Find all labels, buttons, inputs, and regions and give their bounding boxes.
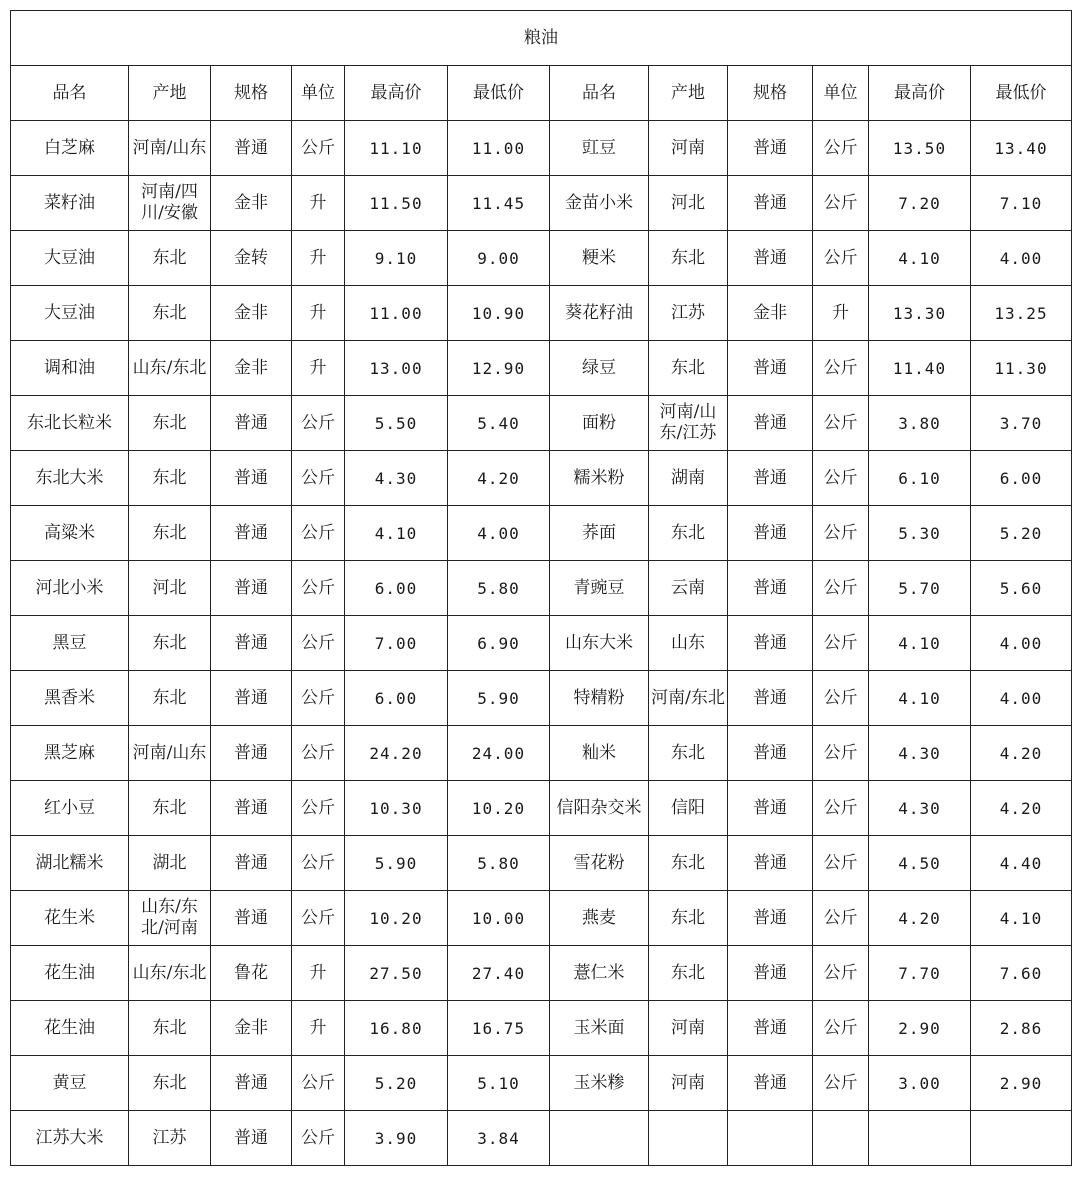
table-row xyxy=(11,836,1072,891)
cell-name: 特精粉 xyxy=(550,671,649,726)
cell-max-price: 6.00 xyxy=(345,561,448,616)
cell-origin: 东北 xyxy=(129,1001,211,1056)
title-row xyxy=(11,11,1072,66)
table-row xyxy=(11,616,1072,671)
cell-max-price: 5.50 xyxy=(345,396,448,451)
table-title: 粮油 xyxy=(11,11,1072,66)
cell-unit: 公斤 xyxy=(813,451,869,506)
cell-unit: 公斤 xyxy=(813,561,869,616)
cell-max-price: 4.10 xyxy=(869,231,971,286)
cell-min-price: 4.20 xyxy=(971,726,1072,781)
cell-spec: 普通 xyxy=(211,671,292,726)
cell-max-price: 13.30 xyxy=(869,286,971,341)
cell-spec: 普通 xyxy=(211,1056,292,1111)
cell-name: 花生米 xyxy=(11,891,129,946)
cell-origin: 东北 xyxy=(129,1056,211,1111)
cell-name: 玉米面 xyxy=(550,1001,649,1056)
cell-max-price: 4.30 xyxy=(345,451,448,506)
header-cell-unit: 单位 xyxy=(813,66,869,121)
cell-unit: 公斤 xyxy=(813,506,869,561)
cell-max-price: 3.90 xyxy=(345,1111,448,1166)
cell-unit: 公斤 xyxy=(292,396,345,451)
cell-max-price: 16.80 xyxy=(345,1001,448,1056)
cell-max-price: 13.50 xyxy=(869,121,971,176)
cell-spec: 金非 xyxy=(728,286,813,341)
cell-min-price: 2.90 xyxy=(971,1056,1072,1111)
table-row xyxy=(11,1056,1072,1111)
cell-origin: 山东/东北/河南 xyxy=(129,891,211,946)
cell-max-price: 27.50 xyxy=(345,946,448,1001)
cell-max-price: 9.10 xyxy=(345,231,448,286)
cell-name: 面粉 xyxy=(550,396,649,451)
cell-min-price: 5.10 xyxy=(448,1056,550,1111)
cell-unit: 公斤 xyxy=(813,1056,869,1111)
cell-max-price: 7.00 xyxy=(345,616,448,671)
cell-max-price: 6.10 xyxy=(869,451,971,506)
cell-name: 花生油 xyxy=(11,946,129,1001)
cell-unit: 公斤 xyxy=(813,231,869,286)
header-row xyxy=(11,66,1072,121)
cell-unit: 公斤 xyxy=(292,891,345,946)
cell-min-price: 4.00 xyxy=(448,506,550,561)
cell-name: 黑芝麻 xyxy=(11,726,129,781)
cell-max-price: 11.10 xyxy=(345,121,448,176)
header-cell-min-price: 最低价 xyxy=(448,66,550,121)
cell-spec: 普通 xyxy=(728,341,813,396)
cell-name: 东北大米 xyxy=(11,451,129,506)
table-row xyxy=(11,396,1072,451)
cell-min-price: 4.00 xyxy=(971,231,1072,286)
cell-max-price: 5.30 xyxy=(869,506,971,561)
cell-unit: 公斤 xyxy=(813,671,869,726)
cell-max-price: 3.00 xyxy=(869,1056,971,1111)
cell-max-price: 5.90 xyxy=(345,836,448,891)
cell-spec: 普通 xyxy=(728,451,813,506)
table-row xyxy=(11,726,1072,781)
cell-name: 东北长粒米 xyxy=(11,396,129,451)
cell-min-price: 4.20 xyxy=(448,451,550,506)
cell-origin: 东北 xyxy=(129,616,211,671)
table-row xyxy=(11,1001,1072,1056)
cell-spec: 普通 xyxy=(728,121,813,176)
cell-max-price: 10.30 xyxy=(345,781,448,836)
cell-origin: 东北 xyxy=(129,396,211,451)
cell-spec: 金转 xyxy=(211,231,292,286)
table-row xyxy=(11,341,1072,396)
cell-max-price: 4.50 xyxy=(869,836,971,891)
table-row xyxy=(11,121,1072,176)
cell-spec: 普通 xyxy=(211,506,292,561)
cell-unit: 升 xyxy=(292,341,345,396)
cell-min-price: 10.00 xyxy=(448,891,550,946)
table-row xyxy=(11,946,1072,1001)
cell-name: 大豆油 xyxy=(11,286,129,341)
cell-unit: 升 xyxy=(292,176,345,231)
cell-name: 雪花粉 xyxy=(550,836,649,891)
cell-max-price: 11.40 xyxy=(869,341,971,396)
cell-min-price: 13.40 xyxy=(971,121,1072,176)
cell-max-price xyxy=(869,1111,971,1166)
cell-spec: 普通 xyxy=(728,1056,813,1111)
cell-min-price: 4.00 xyxy=(971,671,1072,726)
cell-unit: 公斤 xyxy=(292,1111,345,1166)
cell-name: 金苗小米 xyxy=(550,176,649,231)
cell-max-price: 6.00 xyxy=(345,671,448,726)
cell-spec: 普通 xyxy=(211,1111,292,1166)
cell-origin: 河南/山东 xyxy=(129,121,211,176)
cell-spec: 普通 xyxy=(728,836,813,891)
cell-spec: 金非 xyxy=(211,176,292,231)
cell-origin: 东北 xyxy=(649,506,728,561)
table-row xyxy=(11,176,1072,231)
cell-min-price: 5.90 xyxy=(448,671,550,726)
cell-min-price: 12.90 xyxy=(448,341,550,396)
cell-origin: 东北 xyxy=(649,231,728,286)
cell-origin: 江苏 xyxy=(129,1111,211,1166)
header-cell-unit: 单位 xyxy=(292,66,345,121)
cell-unit: 公斤 xyxy=(813,836,869,891)
cell-min-price: 3.70 xyxy=(971,396,1072,451)
cell-unit: 公斤 xyxy=(292,451,345,506)
cell-name: 白芝麻 xyxy=(11,121,129,176)
cell-name: 糯米粉 xyxy=(550,451,649,506)
cell-max-price: 2.90 xyxy=(869,1001,971,1056)
cell-origin: 河南 xyxy=(649,1056,728,1111)
cell-origin: 河南/东北 xyxy=(649,671,728,726)
cell-origin: 河北 xyxy=(649,176,728,231)
cell-unit: 升 xyxy=(292,286,345,341)
cell-spec: 普通 xyxy=(211,726,292,781)
cell-min-price: 4.00 xyxy=(971,616,1072,671)
cell-unit: 公斤 xyxy=(813,121,869,176)
cell-spec: 普通 xyxy=(728,726,813,781)
table-row xyxy=(11,506,1072,561)
cell-spec: 普通 xyxy=(211,451,292,506)
cell-unit: 公斤 xyxy=(292,671,345,726)
cell-min-price: 5.40 xyxy=(448,396,550,451)
table-row xyxy=(11,781,1072,836)
cell-spec: 普通 xyxy=(211,561,292,616)
cell-origin: 东北 xyxy=(649,341,728,396)
cell-origin: 东北 xyxy=(649,946,728,1001)
cell-name: 绿豆 xyxy=(550,341,649,396)
cell-max-price: 4.10 xyxy=(869,671,971,726)
cell-unit: 升 xyxy=(292,1001,345,1056)
cell-origin: 山东/东北 xyxy=(129,946,211,1001)
header-cell-origin: 产地 xyxy=(129,66,211,121)
cell-spec: 金非 xyxy=(211,286,292,341)
cell-origin: 东北 xyxy=(129,451,211,506)
cell-unit: 公斤 xyxy=(292,561,345,616)
cell-name: 玉米糁 xyxy=(550,1056,649,1111)
cell-name xyxy=(550,1111,649,1166)
cell-spec: 普通 xyxy=(728,231,813,286)
cell-min-price: 6.00 xyxy=(971,451,1072,506)
cell-spec: 普通 xyxy=(728,396,813,451)
cell-min-price: 5.20 xyxy=(971,506,1072,561)
cell-unit: 公斤 xyxy=(813,891,869,946)
cell-name: 粳米 xyxy=(550,231,649,286)
cell-spec: 普通 xyxy=(728,506,813,561)
cell-unit: 公斤 xyxy=(813,176,869,231)
cell-min-price: 13.25 xyxy=(971,286,1072,341)
header-cell-max-price: 最高价 xyxy=(345,66,448,121)
cell-name: 河北小米 xyxy=(11,561,129,616)
cell-spec: 普通 xyxy=(211,121,292,176)
cell-unit: 公斤 xyxy=(292,726,345,781)
cell-name: 调和油 xyxy=(11,341,129,396)
cell-origin: 湖南 xyxy=(649,451,728,506)
cell-spec: 金非 xyxy=(211,341,292,396)
cell-min-price: 10.20 xyxy=(448,781,550,836)
cell-origin: 山东/东北 xyxy=(129,341,211,396)
cell-name: 燕麦 xyxy=(550,891,649,946)
table-row xyxy=(11,231,1072,286)
cell-min-price: 10.90 xyxy=(448,286,550,341)
cell-origin: 东北 xyxy=(129,231,211,286)
cell-max-price: 24.20 xyxy=(345,726,448,781)
cell-spec: 普通 xyxy=(728,1001,813,1056)
cell-origin: 湖北 xyxy=(129,836,211,891)
cell-min-price: 11.45 xyxy=(448,176,550,231)
cell-name: 荞面 xyxy=(550,506,649,561)
cell-origin: 东北 xyxy=(129,506,211,561)
cell-spec xyxy=(728,1111,813,1166)
cell-unit xyxy=(813,1111,869,1166)
cell-min-price: 11.30 xyxy=(971,341,1072,396)
table-row xyxy=(11,561,1072,616)
cell-spec: 普通 xyxy=(211,616,292,671)
cell-spec: 普通 xyxy=(728,891,813,946)
cell-max-price: 4.30 xyxy=(869,781,971,836)
cell-unit: 公斤 xyxy=(292,781,345,836)
cell-name: 信阳杂交米 xyxy=(550,781,649,836)
cell-min-price: 11.00 xyxy=(448,121,550,176)
cell-origin: 河北 xyxy=(129,561,211,616)
cell-unit: 公斤 xyxy=(813,396,869,451)
cell-unit: 公斤 xyxy=(813,946,869,1001)
cell-origin: 河南 xyxy=(649,121,728,176)
cell-unit: 公斤 xyxy=(292,1056,345,1111)
cell-max-price: 4.30 xyxy=(869,726,971,781)
cell-min-price xyxy=(971,1111,1072,1166)
cell-origin: 信阳 xyxy=(649,781,728,836)
cell-origin: 河南 xyxy=(649,1001,728,1056)
cell-min-price: 4.20 xyxy=(971,781,1072,836)
cell-name: 薏仁米 xyxy=(550,946,649,1001)
cell-min-price: 27.40 xyxy=(448,946,550,1001)
cell-origin: 云南 xyxy=(649,561,728,616)
cell-spec: 普通 xyxy=(728,946,813,1001)
cell-origin xyxy=(649,1111,728,1166)
cell-min-price: 5.80 xyxy=(448,836,550,891)
cell-name: 花生油 xyxy=(11,1001,129,1056)
cell-min-price: 4.10 xyxy=(971,891,1072,946)
cell-spec: 普通 xyxy=(211,396,292,451)
cell-min-price: 4.40 xyxy=(971,836,1072,891)
cell-max-price: 11.50 xyxy=(345,176,448,231)
cell-name: 湖北糯米 xyxy=(11,836,129,891)
cell-min-price: 16.75 xyxy=(448,1001,550,1056)
cell-unit: 公斤 xyxy=(292,616,345,671)
table-row xyxy=(11,286,1072,341)
cell-origin: 河南/山东 xyxy=(129,726,211,781)
cell-origin: 东北 xyxy=(649,726,728,781)
cell-min-price: 9.00 xyxy=(448,231,550,286)
cell-max-price: 13.00 xyxy=(345,341,448,396)
cell-name: 高粱米 xyxy=(11,506,129,561)
cell-spec: 普通 xyxy=(211,836,292,891)
cell-unit: 公斤 xyxy=(813,781,869,836)
cell-min-price: 7.10 xyxy=(971,176,1072,231)
cell-max-price: 7.70 xyxy=(869,946,971,1001)
cell-spec: 普通 xyxy=(728,781,813,836)
cell-name: 豇豆 xyxy=(550,121,649,176)
cell-unit: 升 xyxy=(292,946,345,1001)
cell-unit: 升 xyxy=(813,286,869,341)
cell-min-price: 5.80 xyxy=(448,561,550,616)
cell-max-price: 7.20 xyxy=(869,176,971,231)
header-cell-name: 品名 xyxy=(11,66,129,121)
cell-max-price: 5.70 xyxy=(869,561,971,616)
cell-max-price: 4.10 xyxy=(869,616,971,671)
table-row xyxy=(11,451,1072,506)
header-cell-max-price: 最高价 xyxy=(869,66,971,121)
cell-unit: 公斤 xyxy=(292,836,345,891)
cell-origin: 东北 xyxy=(129,286,211,341)
cell-unit: 公斤 xyxy=(813,616,869,671)
cell-max-price: 4.10 xyxy=(345,506,448,561)
header-cell-origin: 产地 xyxy=(649,66,728,121)
cell-origin: 东北 xyxy=(129,781,211,836)
cell-min-price: 2.86 xyxy=(971,1001,1072,1056)
cell-name: 青豌豆 xyxy=(550,561,649,616)
cell-spec: 普通 xyxy=(211,781,292,836)
header-cell-spec: 规格 xyxy=(211,66,292,121)
cell-name: 黄豆 xyxy=(11,1056,129,1111)
cell-name: 山东大米 xyxy=(550,616,649,671)
cell-spec: 金非 xyxy=(211,1001,292,1056)
cell-origin: 山东 xyxy=(649,616,728,671)
cell-spec: 普通 xyxy=(211,891,292,946)
cell-origin: 东北 xyxy=(129,671,211,726)
cell-max-price: 4.20 xyxy=(869,891,971,946)
header-cell-name: 品名 xyxy=(550,66,649,121)
cell-name: 大豆油 xyxy=(11,231,129,286)
cell-spec: 普通 xyxy=(728,671,813,726)
cell-unit: 升 xyxy=(292,231,345,286)
cell-unit: 公斤 xyxy=(813,726,869,781)
cell-unit: 公斤 xyxy=(292,121,345,176)
cell-name: 葵花籽油 xyxy=(550,286,649,341)
cell-max-price: 5.20 xyxy=(345,1056,448,1111)
cell-min-price: 5.60 xyxy=(971,561,1072,616)
cell-name: 籼米 xyxy=(550,726,649,781)
header-cell-spec: 规格 xyxy=(728,66,813,121)
table-row xyxy=(11,891,1072,946)
cell-min-price: 7.60 xyxy=(971,946,1072,1001)
cell-origin: 江苏 xyxy=(649,286,728,341)
cell-name: 江苏大米 xyxy=(11,1111,129,1166)
cell-spec: 普通 xyxy=(728,176,813,231)
cell-origin: 东北 xyxy=(649,891,728,946)
cell-name: 菜籽油 xyxy=(11,176,129,231)
table-row xyxy=(11,1111,1072,1166)
cell-max-price: 10.20 xyxy=(345,891,448,946)
header-cell-min-price: 最低价 xyxy=(971,66,1072,121)
cell-min-price: 6.90 xyxy=(448,616,550,671)
cell-origin: 东北 xyxy=(649,836,728,891)
cell-spec: 普通 xyxy=(728,616,813,671)
cell-max-price: 11.00 xyxy=(345,286,448,341)
cell-unit: 公斤 xyxy=(813,1001,869,1056)
cell-name: 红小豆 xyxy=(11,781,129,836)
cell-spec: 鲁花 xyxy=(211,946,292,1001)
cell-min-price: 24.00 xyxy=(448,726,550,781)
cell-max-price: 3.80 xyxy=(869,396,971,451)
cell-unit: 公斤 xyxy=(292,506,345,561)
cell-min-price: 3.84 xyxy=(448,1111,550,1166)
cell-name: 黑豆 xyxy=(11,616,129,671)
cell-spec: 普通 xyxy=(728,561,813,616)
cell-origin: 河南/四川/安徽 xyxy=(129,176,211,231)
cell-origin: 河南/山东/江苏 xyxy=(649,396,728,451)
cell-name: 黑香米 xyxy=(11,671,129,726)
table-row xyxy=(11,671,1072,726)
price-table xyxy=(10,10,1072,1166)
cell-unit: 公斤 xyxy=(813,341,869,396)
